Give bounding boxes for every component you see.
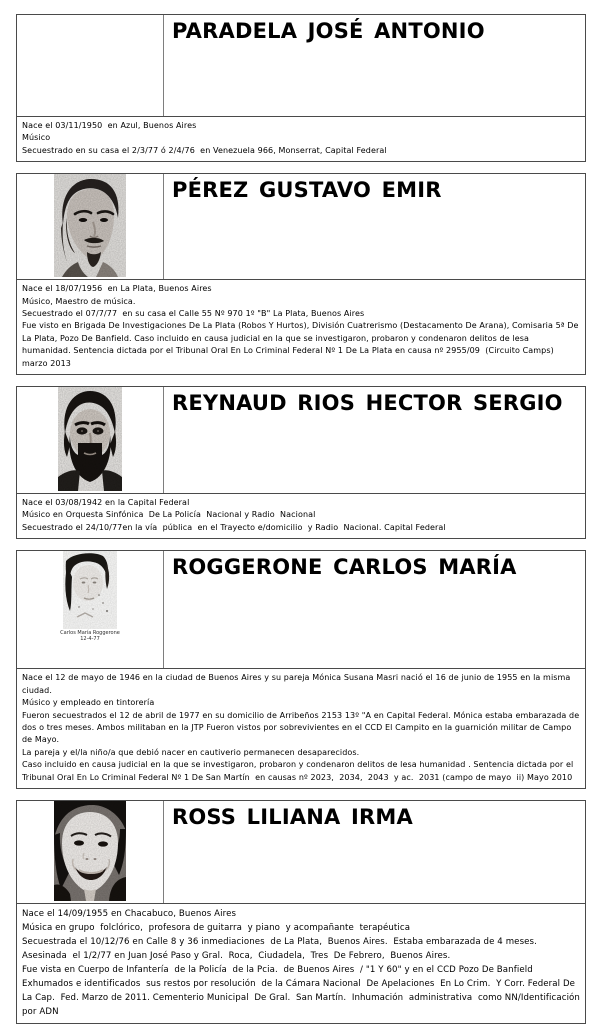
photo-caption xyxy=(60,630,120,642)
photo-caption-date: 12-4-77 xyxy=(80,636,100,643)
photo-caption-name: Carlos María Roggerone xyxy=(60,630,120,637)
detail-line: Caso incluido en causa judicial en la que se investigaron, probaron y condenaron delitos de lesa humanidad . Sentencia dictada por el Tribunal Oral En Lo Criminal Federal Nº 1 De San Martín en causas nº 2023, 2034, 2043 y ac. 2031 (campo de mayo ii) Mayo 2010 xyxy=(22,760,576,782)
name-cell xyxy=(164,801,585,903)
detail-line: Exhumados e identificados sus restos por resolución de la Cámara Nacional De Apelaciones En Lo Crim. Y Corr. Federal De La Cap. Fed. Marzo de 2011. Cementerio Municipal De Gral. San Martín. Inhumación administrativa como NN/Identificación por ADN xyxy=(22,978,586,1017)
victim-name: ROSS LILIANA IRMA xyxy=(172,804,413,829)
detail-line: La pareja y el/la niño/a que debió nacer en cautiverio permanecen desaparecidos. xyxy=(22,747,360,757)
record-ross xyxy=(16,800,586,1024)
detail-line: Fue visto en Brigada De Investigaciones De La Plata (Robos Y Hurtos), División Cuatrerismo (Destacamento De Arana), Comisaria 5ª De La Plata, Pozo De Banfield. Caso incluido en causa judicial en la que se investigaron, probaron y condenaron delitos de lesa humanidad. Sentencia dictada por el Tribunal Oral En Lo Criminal Federal Nº 1 De La Plata en causa nº 2955/09 (Circuito Camps) marzo 2013 xyxy=(22,321,582,368)
record-header xyxy=(17,801,585,904)
portrait-photo-reynaud xyxy=(58,387,122,491)
record-reynaud xyxy=(16,386,586,539)
detail-line: Nace el 03/08/1942 en la Capital Federal xyxy=(22,498,190,508)
details-cell xyxy=(17,117,585,161)
portrait-photo-roggerone xyxy=(63,551,117,629)
record-header xyxy=(17,174,585,280)
details-cell xyxy=(17,904,585,1023)
record-header xyxy=(17,551,585,669)
record-perez xyxy=(16,173,586,375)
detail-line: Asesinada el 1/2/77 en Juan José Paso y Gral. Roca, Ciudadela, Tres De Febrero, Buenos Aires. xyxy=(22,950,451,961)
portrait-photo-ross xyxy=(54,801,126,901)
photo-cell xyxy=(17,174,164,279)
detail-line: Nace el 03/11/1950 en Azul, Buenos Aires xyxy=(22,121,197,130)
photo-cell xyxy=(17,801,164,903)
detail-line: Secuestrado el 07/7/77 en su casa el Calle 55 Nº 970 1º "B" La Plata, Buenos Aires xyxy=(22,309,365,319)
detail-line: Músico y empleado en tintorería xyxy=(22,698,155,708)
name-cell xyxy=(164,174,585,279)
photo-cell xyxy=(17,551,164,668)
detail-line: Música en grupo folclórico, profesora de guitarra y piano y acompañante terapéutica xyxy=(22,922,411,933)
detail-line: Secuestrada el 10/12/76 en Calle 8 y 36 inmediaciones de La Plata, Buenos Aires. Estaba embarazada de 4 meses. xyxy=(22,936,537,947)
detail-line: Fue vista en Cuerpo de Infantería de la Policía de la Pcia. de Buenos Aires / "1 Y 60" y en el CCD Pozo De Banfield xyxy=(22,964,533,975)
detail-line: Músico en Orquesta Sinfónica De La Policía Nacional y Radio Nacional xyxy=(22,510,316,520)
photo-cell-empty xyxy=(17,15,164,116)
details-cell xyxy=(17,494,585,538)
details-cell xyxy=(17,280,585,374)
record-roggerone xyxy=(16,550,586,789)
detail-line: Nace el 18/07/1956 en La Plata, Buenos Aires xyxy=(22,284,212,294)
detail-line: Secuestrado el 24/10/77en la vía pública en el Trayecto e/domicilio y Radio Nacional. Capital Federal xyxy=(22,522,446,532)
detail-line: Nace el 14/09/1955 en Chacabuco, Buenos Aires xyxy=(22,908,237,919)
record-paradela xyxy=(16,14,586,162)
detail-line: Músico, Maestro de música. xyxy=(22,296,136,306)
detail-line: Músico xyxy=(22,133,51,143)
victim-name: ROGGERONE CARLOS MARÍA xyxy=(172,555,517,580)
victim-name: REYNAUD RIOS HECTOR SERGIO xyxy=(172,391,563,416)
portrait-photo-perez xyxy=(54,174,126,277)
victim-name: PARADELA JOSÉ ANTONIO xyxy=(172,19,485,43)
photo-cell xyxy=(17,387,164,493)
details-cell xyxy=(17,669,585,788)
detail-line: Nace el 12 de mayo de 1946 en la ciudad de Buenos Aires y su pareja Mónica Susana Masri nació el 16 de junio de 1955 en la misma ciudad. xyxy=(22,673,574,695)
detail-line: Secuestrado en su casa el 2/3/77 ó 2/4/76 en Venezuela 966, Monserrat, Capital Federal xyxy=(22,145,387,155)
record-header xyxy=(17,15,585,117)
record-header xyxy=(17,387,585,494)
detail-line: Fueron secuestrados el 12 de abril de 1977 en su domicilio de Arribeños 2153 13º "A en Capital Federal. Mónica estaba embarazada de dos o tres meses. Ambos militaban en la JTP Fueron vistos por sobrevivientes en el CCD El Campito en la guarnición militar de Campo de Mayo. xyxy=(22,710,582,745)
name-cell xyxy=(164,15,585,116)
name-cell xyxy=(164,551,585,668)
name-cell xyxy=(164,387,585,493)
victim-name: PÉREZ GUSTAVO EMIR xyxy=(172,178,442,203)
